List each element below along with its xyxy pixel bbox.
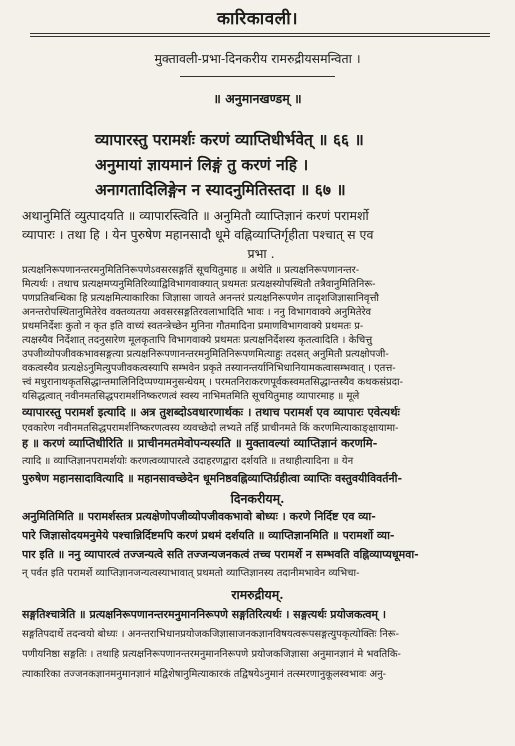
verse-line: अनागतादिलिङ्गेन न स्यादनुमितिस्तदा ॥ ६७ ॥ [95, 180, 346, 199]
ramarudri-line: त्याकारिका तज्जनकज्ञानमनुमानज्ञानं मद्विशेषानुमित्याकारकं तद्विषयेऽनुमानं तत्स्मरणानुकूलस्वभावः अनु- [22, 669, 387, 680]
dinakari-line: न् पर्वत इति परामर्शे व्याप्तिज्ञानजन्यत्वस्याभावात् प्रथमतो व्याप्तिज्ञानस्य तदानीमभावेन व्यभिचा- [22, 568, 360, 579]
ramarudri-line: सङ्गतिपदार्थे तदन्वयो बोध्यः । अनन्तराभिधानप्रयोजकजिज्ञासाजनकज्ञानविषयत्वरूपसङ्गत्युपकृत्योक्तिः निरू- [22, 629, 399, 640]
prabha-line: मित्यर्थः । तथाच प्रत्यक्षमप्यनुमितिरिव्याद्विविभागवाक्यात् प्रथमतः प्रत्यक्षस्योपस्थितौ तत्रैवानुमितिनिरू- [22, 279, 376, 290]
prabha-line: प्रथमनिर्देशः कुतो न कृत इति वाच्यं स्वतन्त्रेच्छेन मुनिना गौतमादिना प्रमाणविभागवाक्ये प्रथमतः प्र- [22, 321, 364, 332]
prabha-line: अनन्तरोपस्थितानुमितेरेव वक्तव्यतया अवसरसङ्गतिरवलाभादिति भावः । ननु विभागवाक्ये अनुमितेरेव [22, 307, 372, 318]
ramarudri-line: पणीयनिष्ठा सङ्गतिः । तथाहि प्रत्यक्षनिरूपणानन्तरमनुमाननिरूपणे प्रयोजकजिज्ञासा अनुमानज्ञानं मे भवतिकि- [22, 649, 401, 660]
prabha-heading: प्रभा . [247, 246, 275, 261]
ramarudri-line: सङ्गतिश्चात्रेति ॥ प्रत्यक्षनिरूपणानन्तरमनुमाननिरूपणे सङ्गतिरित्यर्थः । सङ्गत्यर्थः प्रयोजकत्वम् । [22, 608, 387, 621]
subtitle-rule [180, 76, 335, 77]
mula-text-line: अथानुमितिं व्युत्पादयति ॥ व्यापारस्त्विति ॥ अनुमितौ व्याप्तिज्ञानं करणं परामर्शो [22, 208, 369, 223]
prabha-line: त्त्वं मधुरानाथकृतसिद्धान्तमालिनिदिप्पण्यामनुसन्धेयम् । परमतनिराकरणपूर्वकस्वमतसिद्धान्तस्यैव कथकसंप्रदा- [22, 377, 403, 388]
header-rule-bottom [30, 36, 490, 37]
prabha-line: यसिद्धत्वात् नवीनमतसिद्धपरामर्शनिष्करणत्वं स्वस्य नाभिमतमिति सूचयितुमाह व्यापारमाह ॥ मूले [22, 391, 360, 402]
prabha-line: व्यापारस्तु परामर्श इत्यादि ॥ अत्र तुशब्दोऽवधारणार्थकः । तथाच परामर्श एव व्यापारः एवेत्यर्थः [22, 406, 400, 419]
prabha-line: एवकारेण नवीनमतसिद्धपरामर्शनिष्करणत्वस्य व्यवच्छेदो लभ्यते तर्हि प्राचीनमते किं करणमित्याकाङ्क्षायामा- [22, 423, 399, 434]
prabha-line: वकत्वस्यैव प्रत्यक्षेऽनुमित्युपजीवकत्वस्यापि सम्भवेन प्रकृते तस्यानन्तर्यानिभिधानियामकत्वासम्भवात् । एतत्त- [22, 363, 396, 374]
section-title: ॥ अनुमानखण्डम् ॥ [213, 91, 302, 106]
prabha-line: पुरुषेण महानसादावित्यादि ॥ महानसावच्छेदेन धूमनिष्ठवह्निव्याप्तिर्ग्रहीत्वा व्याप्तिः वस्तुवयीविवर्तनी- [22, 472, 403, 485]
prabha-line: त्यक्षस्यैव निर्देशात् तदनुसारेण मूलकृतापि विभागवाक्ये प्रथमतः प्रत्यक्षनिर्देशस्य कृतत्वादिति । केचित्तु [22, 335, 373, 346]
dinakari-line: पारे जिज्ञासोदयमनुमेये पश्चान्निर्दिष्टमपि करणं प्रथमं दर्शयति ॥ व्याप्तिज्ञानमिति ॥ परामर्शो व्या- [22, 529, 395, 542]
verse-line: व्यापारस्तु परामर्शः करणं व्याप्तिधीर्भवेत् ॥ ६६ ॥ [95, 130, 364, 149]
ramarudri-heading: रामरुद्रीयम्. [231, 587, 284, 602]
dinakari-line: पार इति ॥ ननु व्यापारत्वं तज्जन्यत्वे सति तज्जन्यजनकत्वं तच्च परामर्शे न सम्भवति वह्निव्याप्यधूमवा- [22, 548, 419, 561]
commentary-subtitle: मुक्तावली-प्रभा-दिनकरीय रामरुद्रीयसमन्विता । [154, 51, 361, 66]
dinakari-heading: दिनकरीयम्. [230, 491, 285, 506]
prabha-line: उपजीव्योपजीवकभावसङ्गत्या प्रत्यक्षनिरूपणानन्तरमनुमितिनिरूपणमित्याहुः तदसत् अनुमितौ प्रत्यक्षोपजी- [22, 349, 389, 360]
mula-text-line: व्यापारः । तथा हि । येन पुरुषेण महानसादौ धूमे वह्निव्याप्तिर्गृहीता पश्चात् स एव [22, 227, 374, 242]
verse-line: अनुमायां ज्ञायमानं लिङ्गं तु करणं नहि । [95, 155, 309, 174]
page-header-title: कारिकावली। [216, 9, 299, 29]
prabha-line: त्यादि ॥ व्याप्तिज्ञानपरामर्शयोः करणत्वव्यापारत्वे उदाहरणद्वारा दर्शयति ॥ तथाहीत्यादिना ॥ येन [22, 456, 354, 467]
header-rule-top [30, 33, 490, 34]
prabha-line: पणप्रतिबन्धिका हि प्रत्यक्षमित्याकारिका जिज्ञासा जायते अनन्तरं प्रत्यक्षनिरूपणेन तादृशजिज्ञासानिवृत्तौ [22, 293, 379, 304]
prabha-line: प्रत्यक्षनिरूपणानन्तरमनुमितिनिरूपणेऽवसरसङ्गतिं सूचयितुमाह ॥ अथेति ॥ प्रत्यक्षनिरूपणानन्तर- [22, 265, 360, 276]
dinakari-line: अनुमितिमिति ॥ परामर्शस्तत्र प्रत्यक्षेणोपजीव्योपजीवकभावो बोध्यः । करणे निर्दिष्ट एव व्या- [22, 510, 376, 523]
prabha-line: ह ॥ करणं व्याप्तिधीरिति ॥ प्राचीनमतमेवोपन्यस्यति ॥ मुक्तावल्यां व्याप्तिज्ञानं करणमि- [22, 437, 378, 450]
